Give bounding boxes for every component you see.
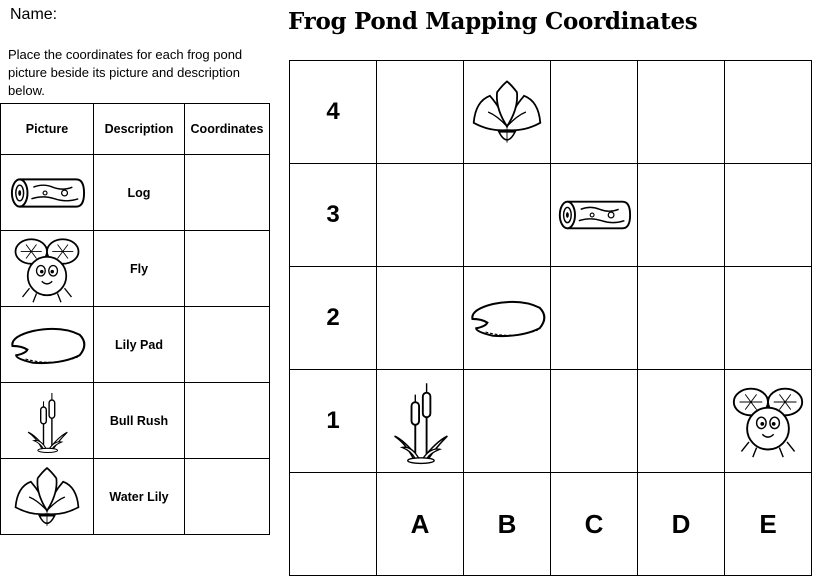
grid-cell-e1 [725,370,812,473]
grid-cell-d1 [638,370,725,473]
row-label: 2 [290,267,377,370]
page-title: Frog Pond Mapping Coordinates [288,8,698,35]
coordinates-cell[interactable] [185,307,270,383]
grid-column-labels [290,473,812,576]
grid-cell-b2 [464,267,551,370]
grid-cell-b3 [464,164,551,267]
grid-cell-d3 [638,164,725,267]
grid-cell-b1 [464,370,551,473]
fly-icon [728,383,808,459]
row-label: 3 [290,164,377,267]
header-coordinates: Coordinates [185,104,270,155]
picture-cell [1,459,94,535]
grid-cell-d2 [638,267,725,370]
table-row [1,459,270,535]
fly-icon [11,234,83,304]
name-label: Name: [10,6,58,23]
coordinates-cell[interactable] [185,383,270,459]
bull-rush-icon [20,386,74,456]
log-icon [8,173,86,213]
grid-cell-c1 [551,370,638,473]
coordinates-cell[interactable] [185,231,270,307]
grid-cell-d4 [638,61,725,164]
grid-cell-e4 [725,61,812,164]
row-label: 1 [290,370,377,473]
grid-cell-e3 [725,164,812,267]
description-cell: Lily Pad [94,307,185,383]
lily-pad-icon [5,321,89,369]
column-label: C [551,473,638,576]
description-cell: Water Lily [94,459,185,535]
column-label: B [464,473,551,576]
coordinates-cell[interactable] [185,459,270,535]
table-row [1,155,270,231]
grid-cell-c3 [551,164,638,267]
instructions-text: Place the coordinates for each frog pond picture beside its picture and description below. [8,47,243,98]
coordinate-grid [289,60,812,576]
description-cell: Log [94,155,185,231]
grid-cell-b4 [464,61,551,164]
grid-cell-a2 [377,267,464,370]
table-row [1,307,270,383]
column-label: D [638,473,725,576]
grid-cell-e2 [725,267,812,370]
picture-cell [1,231,94,307]
description-cell: Fly [94,231,185,307]
water-lily-icon [7,463,87,531]
table-row [1,383,270,459]
lily-pad-icon [465,294,549,342]
table-header-row [1,104,270,155]
grid-row-3 [290,164,812,267]
coordinates-cell[interactable] [185,155,270,231]
picture-cell [1,383,94,459]
header-picture: Picture [1,104,94,155]
grid-cell-c4 [551,61,638,164]
log-icon [556,195,632,235]
grid-cell-c2 [551,267,638,370]
row-label: 4 [290,61,377,164]
grid-row-4 [290,61,812,164]
grid-cell-a3 [377,164,464,267]
picture-cell [1,307,94,383]
grid-row-2 [290,267,812,370]
picture-cell [1,155,94,231]
table-row [1,231,270,307]
grid-row-1 [290,370,812,473]
grid-cell-a1 [377,370,464,473]
column-label: E [725,473,812,576]
description-cell: Bull Rush [94,383,185,459]
water-lily-icon [465,76,549,148]
bull-rush-icon [387,373,453,469]
header-description: Description [94,104,185,155]
column-label: A [377,473,464,576]
grid-cell-a4 [377,61,464,164]
coordinates-table [0,103,270,535]
corner-cell [290,473,377,576]
